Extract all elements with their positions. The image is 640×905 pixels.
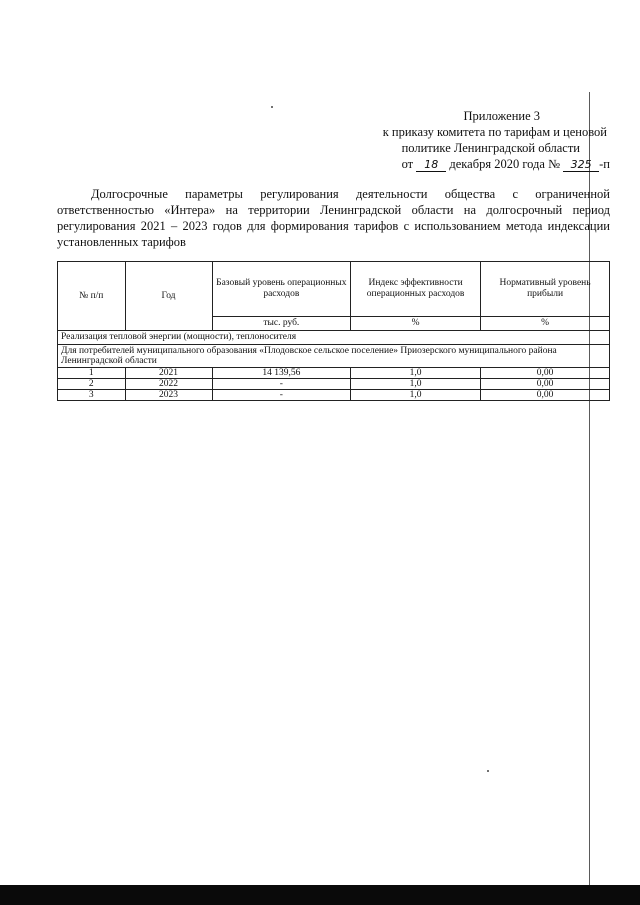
cell-index: 1,0 [351,390,481,401]
date-rest: декабря 2020 года № [449,157,561,171]
table-row [58,390,610,401]
header-base-level: Базовый уровень операционных расходов [212,262,351,317]
unit-base: тыс. руб. [212,317,351,331]
header-efficiency-index: Индекс эффективности операционных расходов [351,262,481,317]
cell-profit: 0,00 [481,379,610,390]
appendix-reference-cont: политике Ленинградской области [401,141,580,155]
cell-base: - [212,379,351,390]
scan-bottom-border [0,885,640,905]
intro-paragraph: Долгосрочные параметры регулирования деятельности общества с ограниченной ответственностью «Интера» на территории Ленинградской области на долгосрочный период регулирования 2021 – 2023 годов для формирования тарифов с использованием метода индексации установленных тарифов [57,187,610,249]
cell-year: 2021 [125,368,212,379]
cell-base: 14 139,56 [212,368,351,379]
scan-speck [271,106,273,108]
handwritten-day: 18 [416,159,446,172]
section-title: Реализация тепловой энергии (мощности), теплоносителя [58,331,610,345]
cell-profit: 0,00 [481,368,610,379]
cell-num: 2 [58,379,126,390]
table-header-row [58,262,610,317]
appendix-header [330,108,610,172]
cell-num: 3 [58,390,126,401]
table-section-row [58,331,610,345]
cell-profit: 0,00 [481,390,610,401]
order-suffix: -п [599,157,610,171]
cell-num: 1 [58,368,126,379]
unit-profit: % [481,317,610,331]
cell-index: 1,0 [351,379,481,390]
handwritten-order-number: 325 [563,159,599,172]
appendix-title: Приложение 3 [463,109,540,123]
table-subsection-row [58,345,610,368]
header-profit-level: Нормативный уровень прибыли [481,262,610,317]
header-num: № п/п [58,262,126,331]
cell-base: - [212,390,351,401]
cell-year: 2023 [125,390,212,401]
subsection-title: Для потребителей муниципального образования «Плодовское сельское поселение» Приозерского муниципального района Ленинградской области [58,345,610,368]
header-year: Год [125,262,212,331]
date-prefix: от [401,157,414,171]
parameters-table [57,261,610,401]
table-row [58,368,610,379]
cell-year: 2022 [125,379,212,390]
table-row [58,379,610,390]
scan-speck [487,770,489,772]
cell-index: 1,0 [351,368,481,379]
unit-index: % [351,317,481,331]
appendix-reference: к приказу комитета по тарифам и ценовой [382,125,607,139]
order-date-line [330,156,610,172]
